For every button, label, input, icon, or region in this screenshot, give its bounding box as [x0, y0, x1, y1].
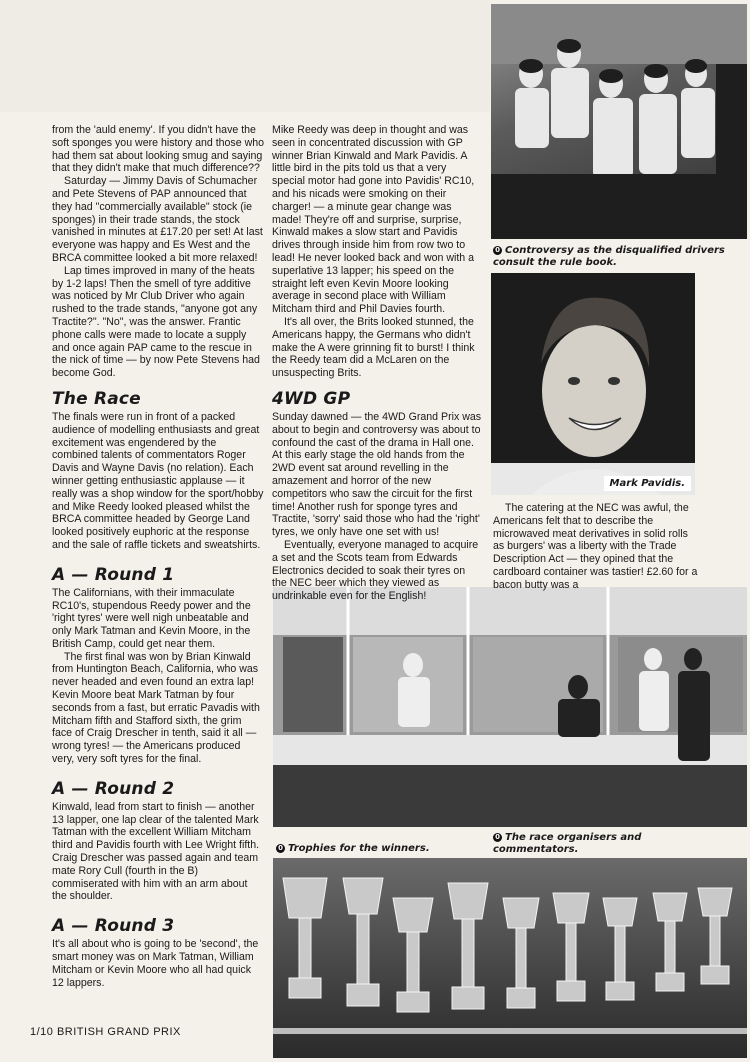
photo-mark-pavidis: [491, 273, 695, 495]
camera-bullet-icon: 0: [493, 833, 502, 842]
heading-the-race: The Race: [52, 388, 141, 409]
camera-bullet-icon: 0: [276, 844, 285, 853]
paragraph: The finals were run in front of a packed audience of modelling enthusiasts and great excitement was engendered by the combined talents of commentators Roger Davis and Wayne Davis (no relation). Each winner getting enthusiastic applause — it really was a shop window for the sport/hobby and Mike Reedy looked pleased whilst the BRCA committee headed by George Land looked positively euphoric at the response and the sale of raffle tickets and sweatshirts.: [52, 410, 264, 551]
photo-drivers-rule-book: [491, 4, 747, 239]
photo-race-organisers: [273, 587, 747, 827]
photo-trophies: [273, 858, 747, 1058]
paragraph: The Californians, with their immaculate RC10's, stupendous Reedy power and the 'right tyres' were well nigh unbeatable and only Mark Tatman and Kevin Moore, in the British Camp, could get near them.: [52, 586, 251, 650]
paragraph: Saturday — Jimmy Davis of Schumacher and Pete Stevens of PAP announced that they had "commercially available" stock (ie sponges) in their trade stands, the stock vanished in minutes at £17.20 per set! At last everyone was happy and Es West and the BRCA committee looked a bit more relaxed!: [52, 175, 263, 264]
page-footer: 1/10 BRITISH GRAND PRIX: [30, 1026, 181, 1038]
paragraph: The first final was won by Brian Kinwald from Huntington Beach, California, who was never headed and even found an extra lap! Kevin Moore beat Mark Tatman by four seconds from a fast, but erratic Pavadis with Mitcham fifth and Stafford sixth, the grim face of Craig Drescher in tenth, said it all — wrong tyres! — the Americans produced very, very soft tyres for the final.: [52, 650, 260, 766]
heading-round-1: A — Round 1: [52, 564, 175, 585]
paragraph: Mike Reedy was deep in thought and was seen in concentrated discussion with GP winner Brian Kinwald and Mark Pavidis. A little bird in the pits told us that a very special motor had gone into Pavidis' RC10, and his nicads were smoking on their charger! — a minute gear change was made! They're off and surprise, surprise, Kinwald makes a slow start and Pavidis drives through inside him from row two to lead! He never looked back and won with a superlative 13 lapper; his speed on the straight left even Kevin Moore looking average in second place with William Mitcham third and Phil Davies fourth.: [272, 124, 475, 316]
heading-4wd-gp: 4WD GP: [272, 388, 351, 409]
camera-bullet-icon: 0: [493, 246, 502, 255]
paragraph: The catering at the NEC was awful, the Americans felt that to describe the microwaved meat derivatives in solid rolls as burgers' was a liberty with the Trade Description Act — they opined that the cardboard container was tastier! £2.60 for a bacon butty was a: [493, 502, 698, 591]
caption-organisers: 0 The race organisers and commentators.: [493, 832, 642, 855]
header-shadow-text: [10, 28, 480, 88]
drivers-group-figures: [491, 4, 747, 239]
paragraph: Sunday dawned — the 4WD Grand Prix was about to begin and controversy was about to confound the cast of the drama in Hall one. At this early stage the old hands from the 2WD event sat around revelling in the amazement and horror of the new competitors who saw the circuit for the first time! Another rush for sponge tyres and Tractite, 'sorry' said those who had the 'right' tyres, we only have one set with us!: [272, 410, 482, 539]
commentators-booth: [273, 587, 747, 827]
paragraph: Kinwald, lead from start to finish — another 13 lapper, one lap clear of the talented Mark Tatman with the excellent William Mitcham third and Pavidis fourth with Lee Wright fifth. Craig Drescher was passed again and team mate Rory Cull (fourth in the B) commiserated with him with an arm about the shoulder.: [52, 800, 260, 903]
heading-round-3: A — Round 3: [52, 916, 175, 937]
trophy-cups: [273, 858, 747, 1058]
article-column-2: [272, 124, 482, 603]
paragraph: from the 'auld enemy'. If you didn't have the soft sponges you were history and those who had them sat about looking smug and saying that they didn't make that much difference??: [52, 124, 264, 175]
paragraph: It's all over, the Brits looked stunned, the Americans happy, the Germans who didn't make the A were grinning fit to burst! I think the Reedy team did a McLaren on the unsuspecting Brits.: [272, 315, 475, 380]
pavidis-portrait: [491, 273, 695, 495]
paragraph: Lap times improved in many of the heats by 1-2 laps! Then the smell of tyre additive was noticed by Mr Club Driver who again rushed to the trade stands, "anyone got any Tractite?". "No", was the answer. Frantic phone calls were made to locate a supply and once again PAP came to the rescue in the nick of time — by now Pete Stevens had become God.: [52, 264, 260, 380]
heading-round-2: A — Round 2: [52, 778, 175, 799]
paragraph: Eventually, everyone managed to acquire a set and the Scots team from Edwards Electronics decided to soak their tyres on the NEC beer which they viewed as undrinkable even for the English!: [272, 538, 479, 603]
caption-pavidis: Mark Pavidis.: [604, 476, 691, 491]
article-column-3: [493, 502, 698, 592]
paragraph: It's all about who is going to be 'second', the smart money was on Mark Tatman, William Mitcham or Kevin Moore who all had quick 12 lappers.: [52, 938, 259, 989]
caption-rule-book: 0 Controversy as the disqualified drivers consult the rule book.: [493, 245, 725, 268]
article-column-1: [52, 124, 264, 989]
caption-trophies: 0 Trophies for the winners.: [276, 843, 476, 855]
